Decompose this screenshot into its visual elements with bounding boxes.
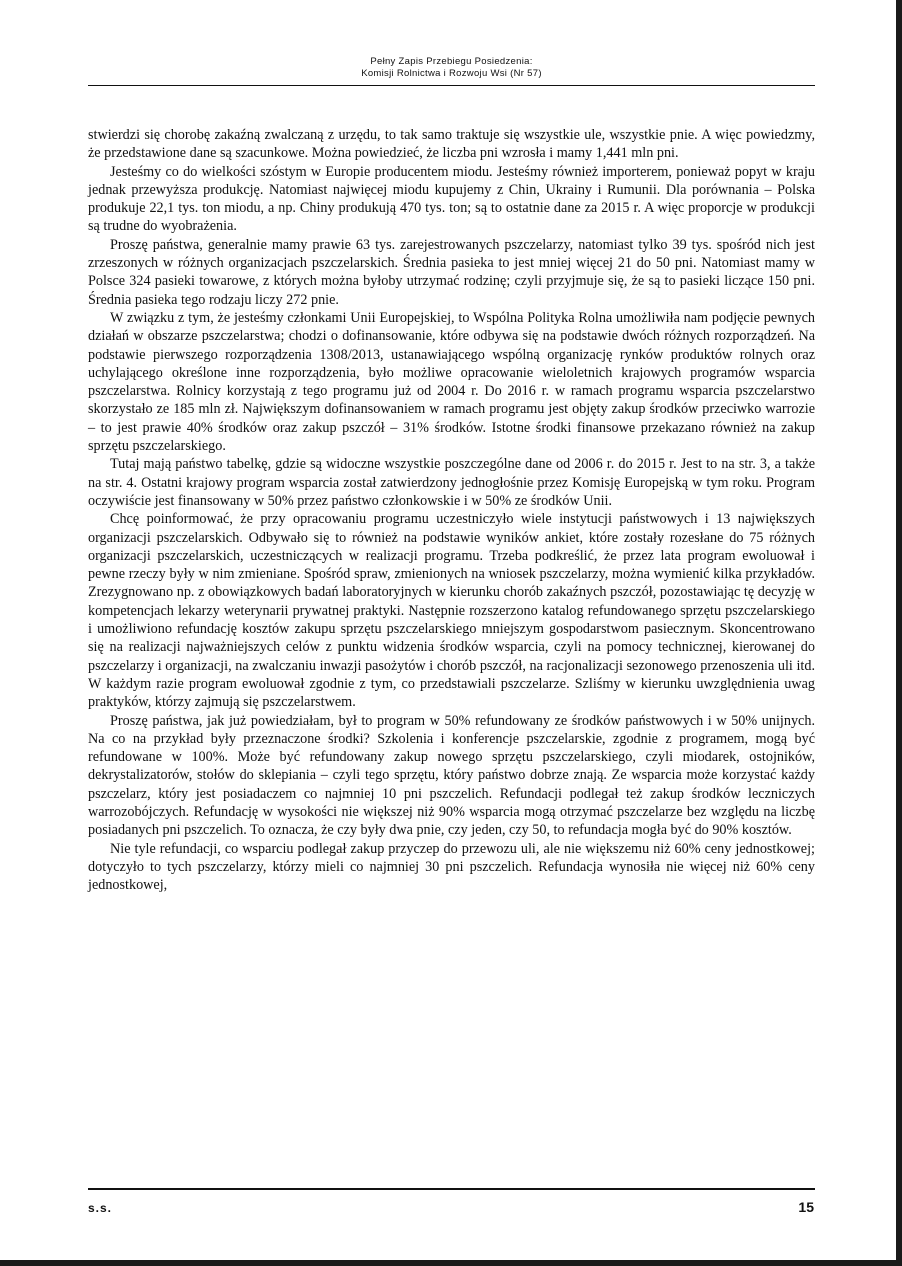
footer-initials: s.s.	[88, 1201, 113, 1215]
page-number: 15	[798, 1199, 814, 1215]
running-header	[88, 56, 815, 80]
paragraph: Tutaj mają państwo tabelkę, gdzie są widoczne wszystkie poszczególne dane od 2006 r. do 2015 r. Jest to na str. 3, a także na str. 4. Ostatni krajowy program wsparcia został zatwierdzony jednogłośnie przez Komisję Europejską w tym roku. Program oczywiście jest finansowany w 50% przez państwo członkowskie i w 50% ze środków Unii.	[88, 456, 815, 509]
paragraph: Nie tyle refundacji, co wsparciu podlegał zakup przyczep do przewozu uli, ale nie większemu niż 60% ceny jednostkowej; dotyczyło to tych pszczelarzy, którzy mieli co najmniej 30 pni pszczelich. Refundacja wynosiła nie więcej niż 60% ceny jednostkowej,	[88, 840, 815, 894]
header-line-2: Komisji Rolnictwa i Rozwoju Wsi (Nr 57)	[361, 68, 542, 79]
paragraph: Chcę poinformować, że przy opracowaniu programu uczestniczyło wiele instytucji państwowych i 13 największych organizacji pszczelarskich. Odbywało się to również na podstawie wyników ankiet, które zostały rozesłane do 75 różnych organizacji pszczelarskich, uczestniczących w realizacji programu. Trzeba podkreślić, że przez lata program ewoluował i pewne rzeczy były w nim zmieniane. Spośród spraw, zmienionych na wniosek pszczelarzy, można wymienić kilka przykładów. Zrezygnowano np. z obowiązkowych badań laboratoryjnych w kierunku chorób zakaźnych pszczół, pozostawiając tę decyzję w kompetencjach lekarzy weterynarii prywatnej praktyki. Następnie rozszerzono katalog refundowanego sprzętu pszczelarskiego i umożliwiono refundację kosztów zakupu sprzętu pszczelarskiego mniejszym gospodarstwom pasiecznym. Skoncentrowano się na realizacji najważniejszych celów z punktu widzenia środków wsparcia, czyli na pomocy technicznej, kierowanej do pszczelarzy i organizacji, na zwalczaniu inwazji pasożytów i chorób pszczół, na racjonalizacji sezonowego przenoszenia uli itd. W każdym razie program ewoluował zgodnie z tym, co przedstawiali pszczelarze. Szliśmy w kierunku uwzględnienia uwag praktyków, którzy zajmują się pszczelarstwem.	[88, 511, 815, 711]
header-rule	[88, 85, 815, 86]
paragraph: Proszę państwa, generalnie mamy prawie 63 tys. zarejestrowanych pszczelarzy, natomiast tylko 39 tys. spośród nich jest zrzeszonych w różnych organizacjach pszczelarskich. Średnia pasieka to jest mniej więcej 21 do 50 pni. Natomiast mamy w Polsce 324 pasieki towarowe, z których można byłoby utrzymać rodzinę; czyli przyjmuje się, że są to pasieki liczące 150 pni. Średnia pasieka tego rodzaju liczy 272 pnie.	[88, 236, 815, 308]
body-text	[88, 126, 815, 894]
footer-rule	[88, 1188, 815, 1190]
paragraph: W związku z tym, że jesteśmy członkami Unii Europejskiej, to Wspólna Polityka Rolna umożliwiła nam podjęcie pewnych działań w obszarze pszczelarstwa; chodzi o dofinansowanie, które odbywa się na podstawie dwóch różnych rozporządzeń. Na podstawie pierwszego rozporządzenia 1308/2013, ustanawiającego wspólną organizację rynków produktów rolnych oraz uchylającego określone inne rozporządzenia, było możliwe opracowanie wieloletnich krajowych programów wsparcia pszczelarstwa. Rolnicy korzystają z tego programu już od 2004 r. Do 2016 r. w ramach programu wsparcia pszczelarstwo skorzystało ze 185 mln zł. Największym dofinansowaniem w ramach programu jest objęty zakup środków przeciwko warrozie – to jest prawie 40% środków oraz zakup pszczół – 31% środków. Istotne środki finansowe przekazano również na zakup sprzętu pszczelarskiego.	[88, 309, 815, 455]
header-line-1: Pełny Zapis Przebiegu Posiedzenia:	[370, 56, 533, 67]
page-edge-bottom	[0, 1260, 902, 1266]
page-edge-right	[896, 0, 902, 1266]
paragraph: stwierdzi się chorobę zakaźną zwalczaną z urzędu, to tak samo traktuje się wszystkie ule, wszystkie pnie. A więc powiedzmy, że przedstawione dane są szacunkowe. Można powiedzieć, że liczba pni wzrosła i mamy 1,441 mln pni.	[88, 127, 815, 162]
paragraph: Jesteśmy co do wielkości szóstym w Europie producentem miodu. Jesteśmy również importerem, ponieważ popyt w kraju jednak przewyższa produkcję. Natomiast najwięcej miodu kupujemy z Chin, Ukrainy i Rumunii. Dla porównania – Polska produkuje 22,1 tys. ton miodu, a np. Chiny produkują 470 tys. ton; są to ostatnie dane za 2015 r. A więc proporcje w produkcji są trudne do wyobrażenia.	[88, 163, 815, 235]
paragraph: Proszę państwa, jak już powiedziałam, był to program w 50% refundowany ze środków państwowych i w 50% unijnych. Na co na przykład były przeznaczone środki? Szkolenia i konferencje pszczelarskie, zgodnie z programem, mogą być refundowane w 100%. Może być refundowany zakup nowego sprzętu pszczelarskiego, czyli miodarek, ostojników, dekrystalizatorów, stołów do sklepiania – czyli tego sprzętu, który państwo dobrze znają. Ze wsparcia może korzystać każdy pszczelarz, który jest posiadaczem co najmniej 10 pni pszczelich. Refundacji podlegał też zakup środków leczniczych warrozobójczych. Refundację w wysokości nie większej niż 90% wsparcia mogą otrzymać pszczelarze bez względu na liczbę posiadanych pni pszczelich. To oznacza, że czy były dwa pnie, czy jeden, czy 50, to refundacja mogła być do 90% kosztów.	[88, 712, 815, 839]
